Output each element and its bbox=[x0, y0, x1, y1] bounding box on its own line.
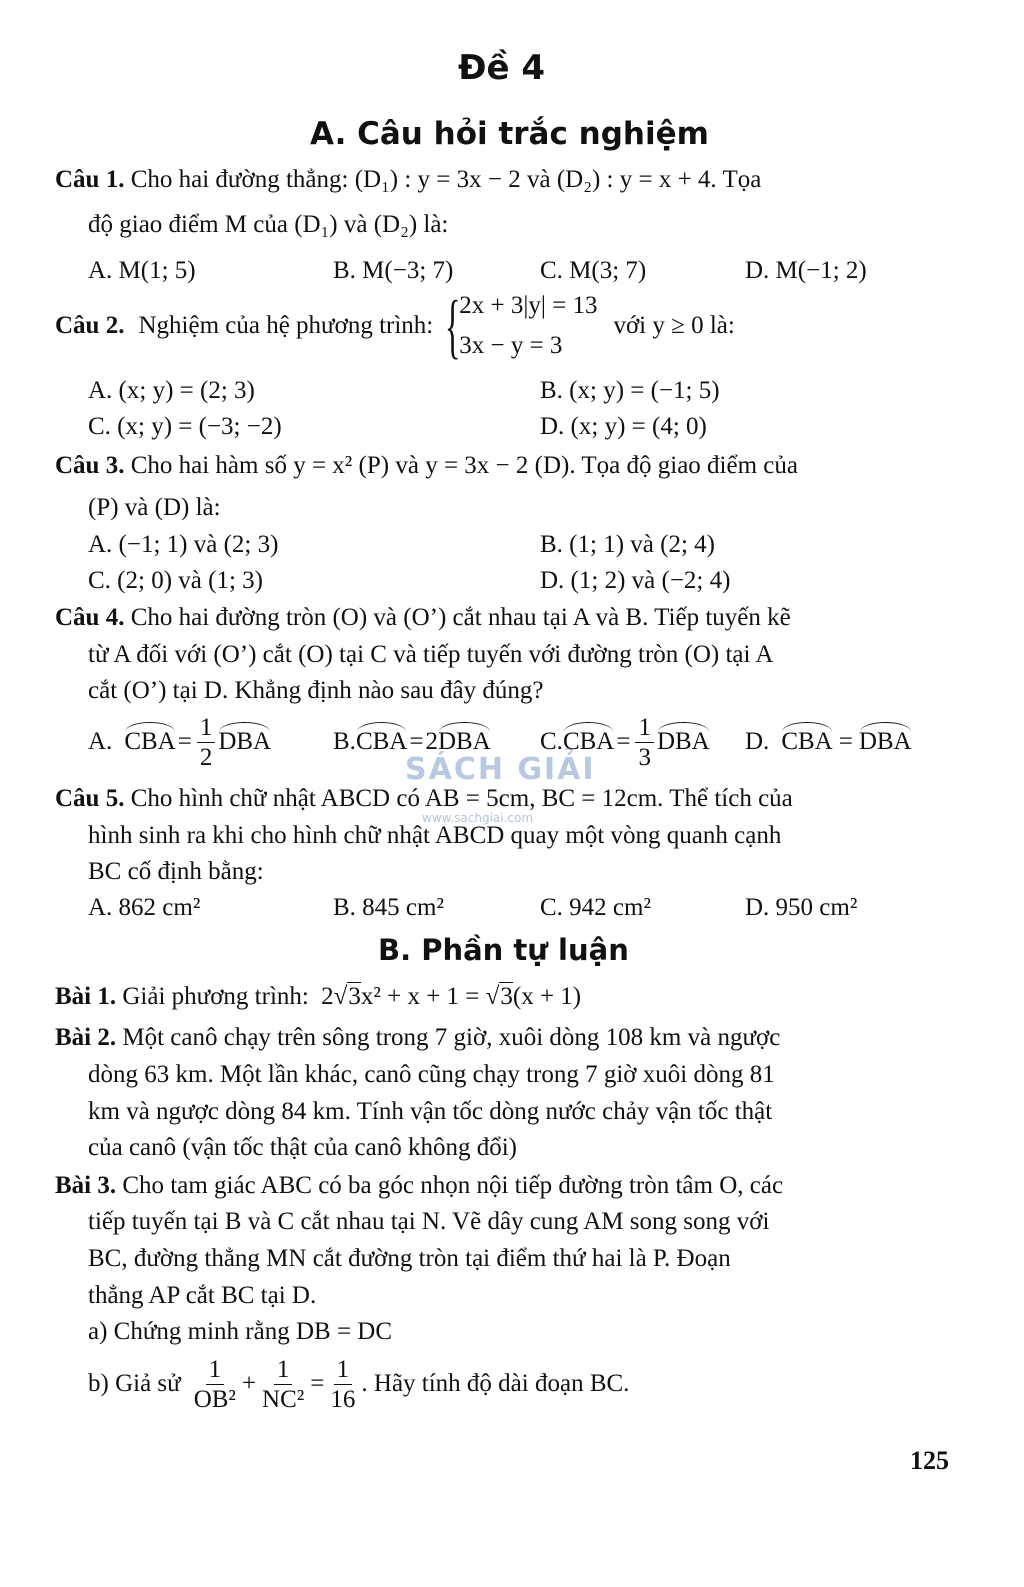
q4-frac-third bbox=[635, 715, 654, 770]
frac-den: 2 bbox=[199, 743, 213, 771]
bai2-line1 bbox=[55, 1024, 780, 1052]
q2-eq1: 2x + 3|y| = 13 bbox=[459, 292, 598, 319]
q5-option-d: D. 950 cm² bbox=[745, 894, 858, 921]
q2-option-c: C. (x; y) = (−3; −2) bbox=[88, 413, 282, 440]
left-brace-icon: { bbox=[445, 286, 461, 366]
bai1-line bbox=[55, 983, 581, 1011]
q1-text1: Cho hai đường thẳng: (D₁) : y = 3x − 2 và (D₂) : y = x + 4. Tọa bbox=[130, 166, 762, 193]
q5-option-c: C. 942 cm² bbox=[540, 894, 651, 921]
frac-num: 1 bbox=[334, 1357, 353, 1385]
q3-line2: (P) và (D) là: bbox=[88, 494, 221, 521]
q2-option-a: A. (x; y) = (2; 3) bbox=[88, 377, 255, 404]
q4-option-b bbox=[333, 712, 491, 772]
bai3-part-b bbox=[88, 1350, 629, 1418]
q5-option-b: B. 845 cm² bbox=[333, 894, 444, 921]
plus-sign: + bbox=[241, 1370, 257, 1397]
q3-option-b: B. (1; 1) và (2; 4) bbox=[540, 531, 715, 558]
q1-label: Câu 1. bbox=[55, 166, 125, 193]
frac-num: 1 bbox=[635, 715, 654, 743]
bai3-text1: Cho tam giác ABC có ba góc nhọn nội tiếp đường tròn tâm O, các bbox=[122, 1172, 784, 1199]
q1-line1 bbox=[55, 166, 761, 194]
q1-option-d: D. M(−1; 2) bbox=[745, 257, 867, 284]
q4-eq: = bbox=[409, 728, 424, 755]
q5-line2: hình sinh ra khi cho hình chữ nhật ABCD quay một vòng quanh cạnh bbox=[88, 822, 782, 849]
watermark-logo: SÁCH GIẢI bbox=[405, 752, 596, 787]
q2-text: Nghiệm của hệ phương trình: bbox=[138, 312, 434, 339]
q1-line2: độ giao điểm M của (D₁) và (D₂) là: bbox=[88, 211, 449, 238]
q4-option-d bbox=[745, 712, 912, 772]
q4-arc-cba: CBA bbox=[124, 728, 176, 755]
q2-eq2: 3x − y = 3 bbox=[459, 332, 563, 359]
q2-system bbox=[441, 286, 597, 366]
bai3-frac-ob bbox=[191, 1357, 239, 1412]
q1-option-a: A. M(1; 5) bbox=[88, 257, 196, 284]
q4-line1 bbox=[55, 604, 791, 632]
bai2-line2: dòng 63 km. Một lần khác, canô cũng chạy trong 7 giờ xuôi dòng 81 bbox=[88, 1061, 775, 1088]
bai3-line4: thẳng AP cắt BC tại D. bbox=[88, 1282, 317, 1309]
q4-arc-cba: CBA bbox=[781, 728, 833, 755]
q3-text1: Cho hai hàm số y = x² (P) và y = 3x − 2 (D). Tọa độ giao điểm của bbox=[130, 452, 798, 479]
q4-eq: = bbox=[838, 728, 853, 755]
frac-den: NC² bbox=[262, 1385, 305, 1413]
section-b-heading: B. Phần tự luận bbox=[378, 933, 629, 967]
bai2-label: Bài 2. bbox=[55, 1024, 117, 1051]
bai3-b-suffix: . Hãy tính độ dài đoạn BC. bbox=[361, 1370, 630, 1397]
bai3-frac-16 bbox=[327, 1357, 358, 1412]
bai3-frac-nc bbox=[259, 1357, 307, 1412]
q4-option-c bbox=[540, 712, 710, 772]
bai1-coef: 2 bbox=[321, 983, 334, 1010]
bai1-rhs-rest: (x + 1) bbox=[512, 983, 582, 1010]
q4-arc-dba: DBA bbox=[656, 728, 710, 755]
bai3-part-a: a) Chứng minh rằng DB = DC bbox=[88, 1318, 393, 1345]
q5-label: Câu 5. bbox=[55, 785, 125, 812]
q4-arc-cba: CBA bbox=[355, 728, 408, 755]
bai3-b-prefix: b) Giả sử bbox=[88, 1370, 181, 1397]
bai3-line2: tiếp tuyến tại B và C cắt nhau tại N. Vẽ dây cung AM song song với bbox=[88, 1208, 770, 1235]
q2-suffix: với y ≥ 0 là: bbox=[613, 312, 735, 339]
bai1-sqrt-rhs: 3 bbox=[500, 983, 513, 1010]
q5-option-a: A. 862 cm² bbox=[88, 894, 201, 921]
frac-num: 1 bbox=[206, 1357, 225, 1385]
q4-arc-dba: DBA bbox=[858, 728, 912, 755]
q4-arc-dba: DBA bbox=[437, 728, 491, 755]
sqrt-icon: √ bbox=[333, 983, 348, 1010]
q4-option-a bbox=[88, 712, 271, 772]
q4-option-d-letter: D. bbox=[745, 728, 770, 755]
q2-option-d: D. (x; y) = (4; 0) bbox=[540, 413, 707, 440]
frac-num: 1 bbox=[274, 1357, 293, 1385]
q2-line bbox=[55, 286, 735, 366]
sqrt-icon: √ bbox=[485, 983, 500, 1010]
q3-option-c: C. (2; 0) và (1; 3) bbox=[88, 567, 263, 594]
q1-option-b: B. M(−3; 7) bbox=[333, 257, 454, 284]
q4-line3: cắt (O’) tại D. Khẳng định nào sau đây đúng? bbox=[88, 677, 544, 704]
bai1-lhs-rest: x² + x + 1 = bbox=[360, 983, 480, 1010]
q3-label: Câu 3. bbox=[55, 452, 125, 479]
q4-eq: = bbox=[616, 728, 631, 755]
bai3-line1 bbox=[55, 1172, 783, 1200]
bai1-sqrt-lhs: 3 bbox=[348, 983, 361, 1010]
watermark-url: www.sachgiai.com bbox=[422, 811, 534, 825]
q5-line1 bbox=[55, 785, 793, 813]
bai3-label: Bài 3. bbox=[55, 1172, 117, 1199]
q4-arc-dba: DBA bbox=[218, 728, 272, 755]
frac-den: 3 bbox=[638, 743, 651, 771]
q4-option-b-letter: B. bbox=[333, 728, 356, 755]
q4-eq: = bbox=[177, 728, 192, 755]
page-number: 125 bbox=[910, 1446, 949, 1475]
q3-option-d: D. (1; 2) và (−2; 4) bbox=[540, 567, 731, 594]
bai2-line4: của canô (vận tốc thật của canô không đổi) bbox=[88, 1134, 517, 1161]
q1-option-c: C. M(3; 7) bbox=[540, 257, 647, 284]
page-title: Đề 4 bbox=[458, 48, 546, 88]
q2-label: Câu 2. bbox=[55, 312, 125, 339]
q4-line2: từ A đối với (O’) cắt (O) tại C và tiếp tuyến với đường tròn (O) tại A bbox=[88, 641, 774, 668]
bai3-line3: BC, đường thẳng MN cắt đường tròn tại điểm thứ hai là P. Đoạn bbox=[88, 1245, 731, 1272]
q4-coef: 2 bbox=[425, 728, 438, 755]
q4-option-a-letter: A. bbox=[88, 728, 113, 755]
q4-arc-cba: CBA bbox=[562, 728, 615, 755]
q2-option-b: B. (x; y) = (−1; 5) bbox=[540, 377, 720, 404]
q4-label: Câu 4. bbox=[55, 604, 125, 631]
bai1-label: Bài 1. bbox=[55, 983, 117, 1010]
equals-sign: = bbox=[310, 1370, 325, 1397]
frac-den: 16 bbox=[330, 1385, 356, 1413]
q4-option-c-letter: C. bbox=[540, 728, 563, 755]
q3-option-a: A. (−1; 1) và (2; 3) bbox=[88, 531, 279, 558]
bai2-text1: Một canô chạy trên sông trong 7 giờ, xuôi dòng 108 km và ngược bbox=[122, 1024, 781, 1051]
bai2-line3: km và ngược dòng 84 km. Tính vận tốc dòng nước chảy vận tốc thật bbox=[88, 1098, 773, 1125]
q3-line1 bbox=[55, 452, 798, 480]
frac-den: OB² bbox=[193, 1385, 236, 1413]
bai1-text: Giải phương trình: bbox=[122, 983, 309, 1010]
q4-frac-half bbox=[197, 715, 216, 770]
section-a-heading: A. Câu hỏi trắc nghiệm bbox=[310, 116, 709, 152]
q5-line3: BC cố định bằng: bbox=[88, 858, 264, 885]
frac-num: 1 bbox=[197, 715, 216, 743]
q5-text1: Cho hình chữ nhật ABCD có AB = 5cm, BC = 12cm. Thể tích của bbox=[130, 785, 793, 812]
q4-text1: Cho hai đường tròn (O) và (O’) cắt nhau tại A và B. Tiếp tuyến kẽ bbox=[130, 604, 791, 631]
